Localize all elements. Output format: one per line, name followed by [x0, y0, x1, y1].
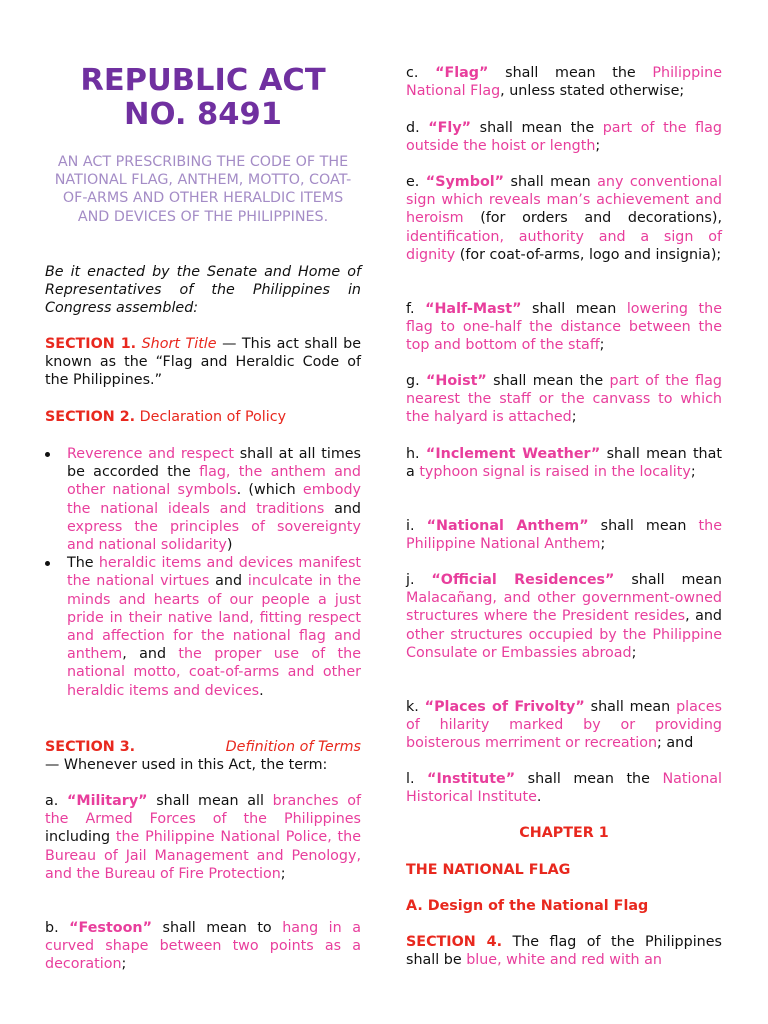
definition-symbol — [406, 173, 722, 264]
defined-term: “Places of Frivolty” — [424, 699, 585, 715]
body-text: and — [324, 500, 361, 517]
body-text: shall mean — [614, 572, 722, 588]
highlight-text: places of hilarity marked by or providing boisterous merriment or recreation — [406, 699, 722, 752]
defined-term: “Institute” — [427, 771, 516, 787]
list-item — [45, 554, 361, 700]
item-letter: e. — [406, 174, 426, 190]
section-text: — This act shall be known as the “Flag and Heraldic Code of the Philippines.” — [45, 336, 361, 389]
definition-institute — [406, 770, 722, 806]
section-heading: Declaration of Policy — [139, 409, 287, 425]
highlight-text: typhoon signal is raised in the locality — [419, 464, 691, 481]
body-text: shall mean that a — [406, 446, 722, 481]
item-letter: i. — [406, 518, 427, 534]
highlight-text: National Historical Institute — [406, 771, 723, 806]
highlight-text: inculcate in the minds and hearts of our people a just pride in their native land, fitting respect and affection for the national flag and anthem — [67, 573, 361, 663]
highlight-text: identification, authority and a sign of dignity — [406, 228, 722, 263]
chapter-heading: CHAPTER 1 — [519, 825, 609, 841]
item-letter: f. — [406, 301, 426, 317]
body-text: ; — [690, 464, 696, 481]
item-letter: b. — [45, 920, 70, 936]
body-text: ; — [595, 138, 601, 155]
list-item — [45, 445, 361, 554]
body-text: shall mean — [504, 174, 598, 190]
highlight-text: branches of the Armed Forces of the Philippines — [45, 793, 361, 828]
defined-term: “Fly” — [428, 120, 472, 136]
body-text: shall mean — [588, 518, 699, 534]
definition-official-residences — [406, 571, 722, 662]
item-letter: g. — [406, 373, 426, 389]
defined-term: “National Anthem” — [426, 518, 589, 534]
definition-military — [45, 792, 361, 883]
highlight-text: embody the national ideals and traditions — [67, 482, 361, 517]
definition-festoon — [45, 919, 361, 974]
section-2 — [45, 408, 361, 426]
body-text: (for orders and decorations), — [463, 210, 722, 227]
section-label: SECTION 1. — [45, 336, 137, 352]
page-title: REPUBLIC ACT NO. 8491 — [80, 63, 326, 132]
body-text: shall at all times be accorded the — [67, 446, 361, 481]
item-letter: d. — [406, 120, 429, 136]
policy-bullets — [45, 445, 361, 700]
definition-inclement-weather — [406, 445, 722, 481]
highlight-text: any conventional sign which reveals man’s achievement and heroism — [406, 174, 723, 227]
body-text: ; — [600, 536, 606, 553]
body-text: including — [45, 829, 116, 846]
defined-term: “Official Residences” — [431, 572, 615, 588]
section-heading: Definition of Terms — [225, 739, 361, 755]
section-4 — [406, 933, 722, 969]
body-text: ; — [631, 644, 637, 661]
body-text: ) — [226, 537, 233, 554]
item-letter: a. — [45, 793, 67, 809]
defined-term: “Inclement Weather” — [425, 446, 601, 462]
item-letter: l. — [406, 771, 428, 787]
highlight-text: Malacañang, and other government-owned structures where the President resides — [406, 590, 722, 625]
section-label: SECTION 4. — [406, 934, 503, 950]
highlight-text: the Philippine National Police, the Bureau of Jail Management and Penology, and the Bureau of Fire Protection — [45, 829, 361, 882]
section-text: — Whenever used in this Act, the term: — [45, 757, 328, 774]
highlight-text: express the principles of sovereignty and national solidarity — [67, 518, 361, 554]
highlight-text: lowering the flag to one-half the distance between the top and bottom of the staff — [406, 301, 722, 354]
body-text: ; — [599, 337, 605, 354]
body-text: ; — [280, 865, 286, 882]
body-text: and — [209, 573, 248, 590]
definition-places-of-frivolty — [406, 698, 722, 753]
bullet-icon — [45, 452, 50, 457]
chapter-title: THE NATIONAL FLAG — [406, 862, 571, 878]
body-text: shall mean the — [488, 65, 653, 81]
body-text: . (which — [236, 482, 303, 499]
definition-fly — [406, 119, 722, 155]
item-letter: j. — [406, 572, 432, 588]
highlight-text: flag, the anthem and other national symbols — [67, 464, 361, 499]
body-text: The flag of the Philippines shall be — [406, 934, 722, 969]
defined-term: “Hoist” — [425, 373, 487, 389]
highlight-text: Reverence and respect — [67, 446, 234, 462]
defined-term: “Military” — [66, 793, 148, 809]
act-subtitle: AN ACT PRESCRIBING THE CODE OF THE NATIONAL FLAG, ANTHEM, MOTTO, COAT-OF-ARMS AND OTHER HERALDIC ITEMS AND DEVICES OF THE PHILIPPINES. — [54, 154, 352, 225]
body-text: shall mean the — [515, 771, 663, 787]
body-text: ; and — [657, 735, 694, 752]
highlight-text: the proper use of the national motto, coat-of-arms and other heraldic items and devices — [67, 646, 361, 699]
definition-national-anthem — [406, 517, 722, 553]
highlight-text: Philippine National Flag — [406, 65, 722, 100]
defined-term: “Half-Mast” — [425, 301, 522, 317]
section-label: SECTION 3. — [45, 739, 136, 755]
defined-term: “Festoon” — [69, 920, 152, 936]
body-text: The — [67, 555, 99, 572]
body-text: ; — [571, 409, 577, 426]
section-3 — [45, 738, 361, 774]
section-1 — [45, 335, 361, 390]
defined-term: “Symbol” — [425, 174, 505, 190]
body-text: shall mean to — [152, 920, 283, 936]
definition-flag — [406, 64, 722, 100]
bullet-icon — [45, 561, 50, 566]
subsection-heading: A. Design of the National Flag — [406, 898, 649, 914]
body-text: shall mean the — [471, 120, 603, 136]
body-text: , unless stated otherwise; — [500, 83, 685, 100]
enacting-clause: Be it enacted by the Senate and Home of Representatives of the Philippines in Congress assembled: — [45, 264, 361, 317]
highlight-text: the Philippine National Anthem — [406, 518, 723, 553]
section-heading: Short Title — [141, 336, 217, 352]
highlight-text: part of the flag nearest the staff or the canvass to which the halyard is attached — [406, 373, 722, 426]
highlight-text: other structures occupied by the Philippine Consulate or Embassies abroad — [406, 626, 722, 661]
definition-half-mast — [406, 300, 722, 355]
body-text: . — [259, 682, 264, 699]
item-letter: c. — [406, 65, 436, 81]
body-text: , and — [122, 646, 179, 663]
highlight-text: part of the flag outside the hoist or length — [406, 120, 722, 155]
body-text: shall mean — [584, 699, 677, 715]
definition-hoist — [406, 372, 722, 427]
body-text: shall mean all — [147, 793, 273, 809]
body-text: (for coat-of-arms, logo and insignia); — [455, 246, 722, 263]
highlight-text: blue, white and red with an — [466, 952, 662, 969]
body-text: ; — [121, 956, 127, 973]
body-text: shall mean the — [486, 373, 610, 389]
section-label: SECTION 2. — [45, 409, 136, 425]
body-text: . — [536, 789, 542, 806]
highlight-text: hang in a curved shape between two points as a decoration — [45, 920, 362, 973]
defined-term: “Flag” — [435, 65, 489, 81]
body-text: , and — [685, 608, 722, 625]
highlight-text: heraldic items and devices manifest the national virtues — [67, 555, 362, 590]
item-letter: k. — [406, 699, 425, 715]
body-text: shall mean — [521, 301, 627, 317]
item-letter: h. — [406, 446, 426, 462]
